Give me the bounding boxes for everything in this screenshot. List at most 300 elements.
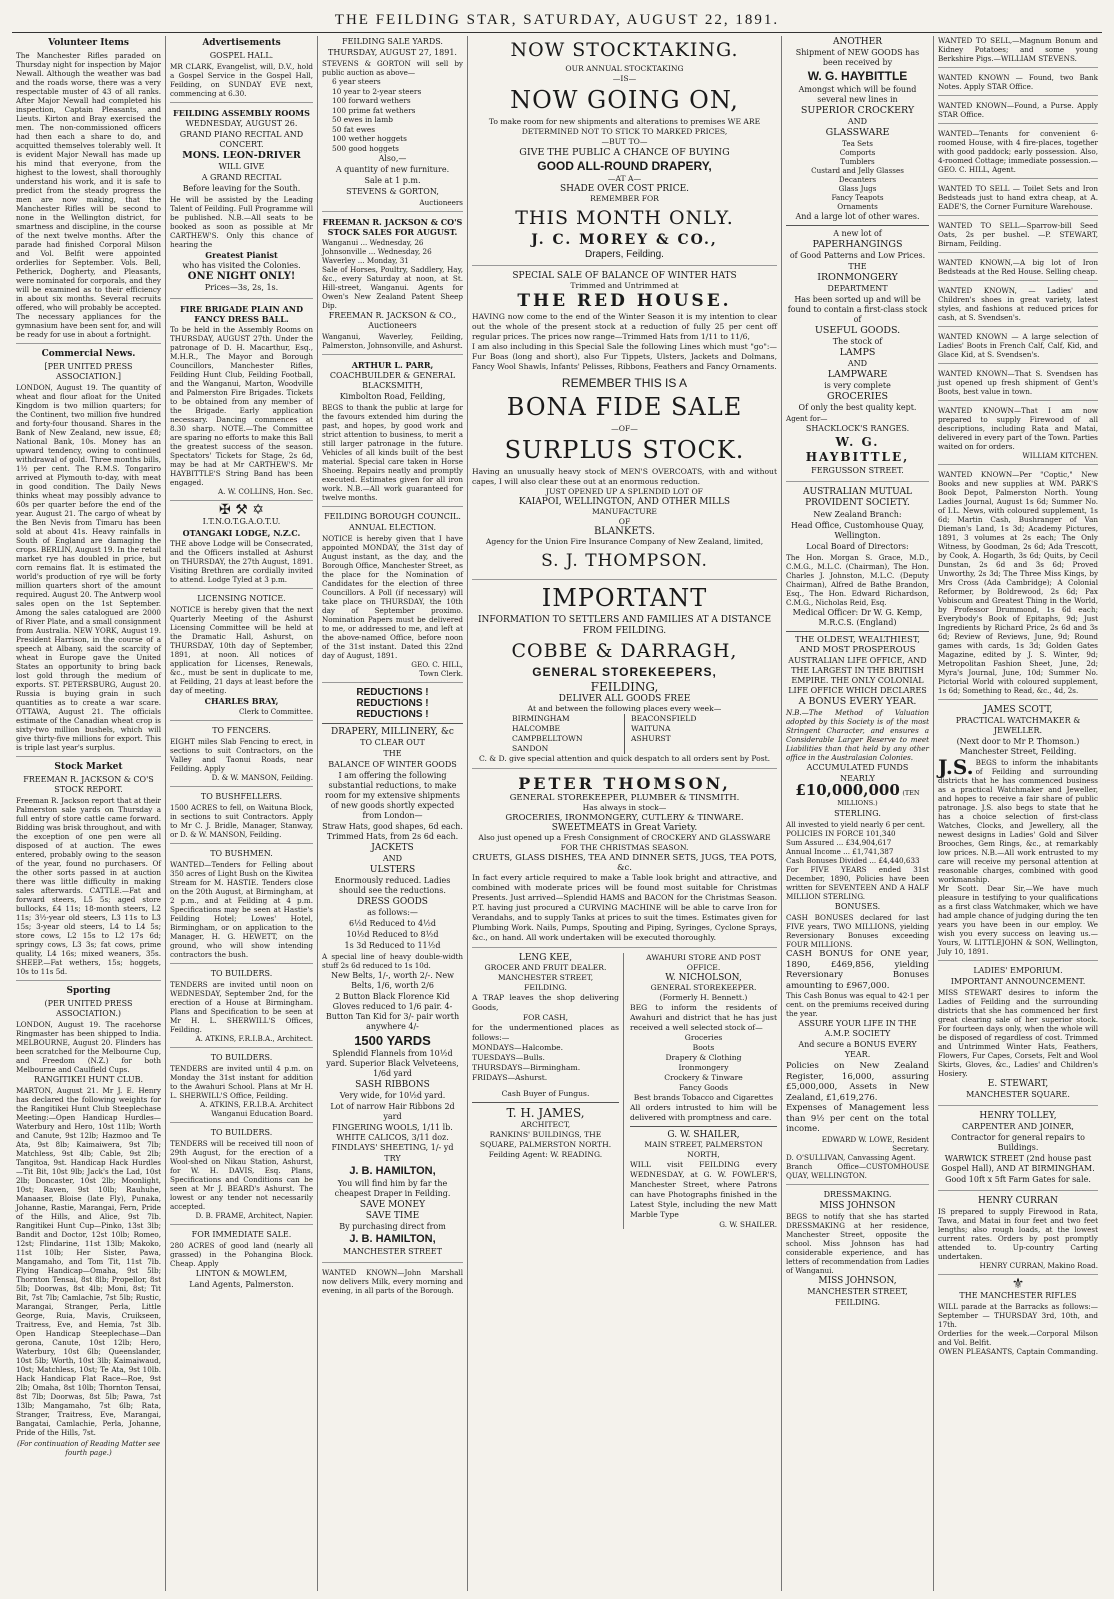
ad-line: GIVE THE PUBLIC A CHANCE OF BUYING: [519, 147, 730, 158]
ad-text: He will be assisted by the Leading Talent of Feilding. Full Programme will be published. N.B.—All seats to be booked as soon as possible at Mr CARTHEW'S. Only this chance of hearing the: [170, 195, 313, 249]
merchant-name: W. NICHOLSON,: [665, 973, 742, 983]
ad-line: SHADE OVER COST PRICE.: [559, 184, 690, 194]
ad-text: Contractor for general repairs to Buildings.: [951, 1133, 1085, 1152]
reductions-line: REDUCTIONS !: [356, 709, 429, 720]
stat-line: Sum Assured ... £34,904,617: [786, 838, 892, 847]
ad-line: Of only the best quality kept.: [798, 403, 917, 412]
ad-title: FOR IMMEDIATE SALE.: [191, 1230, 292, 1239]
ad-line: (Formerly H. Bennett.): [659, 993, 748, 1002]
ad-line: Wanganui ... Wednesday, 26: [322, 238, 424, 247]
ad-sale-yards: [322, 37, 463, 212]
credit: [PER UNITED PRESS ASSOCIATION.]: [44, 362, 133, 381]
ad-text: THE above Lodge will be Consecrated, and the Officers installed at Ashurst on THURSDAY, the 27th August, 1891. Visiting Brethren are cordially invited to attend. Lodge Tyled at 3 p.m.: [170, 539, 313, 584]
merchant-name: E. STEWART,: [987, 1079, 1049, 1089]
list-item: 50 fat ewes: [332, 124, 376, 134]
divider: [786, 225, 929, 226]
list-item: BEACONSFIELD: [631, 714, 697, 723]
ad-line: THE: [848, 262, 867, 271]
funds-note: (TEN MILLIONS.): [837, 789, 920, 807]
ad-line: of Good Patterns and Low Prices.: [789, 251, 926, 260]
ad-signature: EDWARD W. LOWE, Resident Secretary.: [821, 1134, 929, 1153]
list-item: Glass Jugs: [838, 184, 877, 193]
ad-line: —BUT TO—: [601, 137, 648, 146]
performer: MONS. LEON-DRIVER: [182, 150, 301, 161]
ad-line: AND: [847, 359, 868, 368]
ad-text: C. & D. give special attention and quick despatch to all orders sent by Post.: [478, 754, 771, 763]
merchant-name: MISS JOHNSON: [819, 1200, 896, 1211]
ad-line: ONE NIGHT ONLY!: [187, 271, 296, 282]
wanted-1: WANTED TO SELL,—Magnum Bonum and Kidney Potatoes; and some young Berkshire Pigs.—WILLIAM STEVENS.: [938, 36, 1098, 68]
ad-title: FIRE BRIGADE PLAIN AND FANCY DRESS BALL.: [179, 304, 304, 324]
ad-parr: [322, 360, 463, 507]
ad-subtitle: ANNUAL ELECTION.: [348, 523, 437, 532]
merchant-name: S. J. THOMPSON.: [541, 551, 708, 571]
ad-signature: A. ATKINS, F.R.I.B.A. Architect Wanganui Education Board.: [199, 1100, 313, 1118]
column-6: [934, 36, 1102, 1591]
ad-address: FEILDING.: [524, 983, 567, 992]
ad-signature: Town Clerk.: [419, 669, 463, 678]
subtitle: RANGITIKEI HUNT CLUB.: [33, 1075, 144, 1084]
ad-line: ANOTHER: [833, 37, 882, 47]
ad-text: WANTED KNOWN—That I am now prepared to supply Firewood of all descriptions, including Rata and Matai, delivered in every part of the Town. Parties waited on for orders.: [938, 406, 1098, 451]
masonic-emblem-icon: ✠ ⚒ ✡: [219, 502, 264, 518]
ad-text: Straw Hats, good shapes, 6d each. Trimmed Hats, from 2s 6d each.: [322, 822, 463, 841]
ad-line: REMEMBER THIS IS A: [561, 376, 688, 390]
ad-title: GOSPEL HALL.: [209, 51, 274, 60]
divider: [472, 1102, 619, 1103]
glass-list: [786, 139, 929, 211]
ad-line: And secure a BONUS EVERY YEAR.: [798, 1040, 917, 1059]
ad-line: TRY: [384, 1154, 401, 1163]
ad-line: OF: [618, 517, 631, 526]
merchant-name: COBBE & DARRAGH,: [511, 640, 738, 662]
ad-line: Has always in stock—: [582, 803, 667, 812]
ad-dressmaking: [786, 1190, 929, 1313]
bottom-ads: [472, 953, 777, 1229]
merchant-name: J. C. MOREY & CO.,: [531, 232, 718, 248]
ad-text: For FIVE YEARS ended 31st December, 1890, Policies have been written for SEVENTEEN AND A HALF MILLION STERLING.: [786, 865, 929, 901]
ad-text: BEG to inform the residents of Awahuri and district that he has just received a well selected stock of—: [630, 1003, 777, 1032]
ad-subtitle: GROCER AND FRUIT DEALER.: [484, 963, 607, 972]
ad-title: LADIES' EMPORIUM.: [973, 966, 1063, 975]
merchant-name: J. B. HAMILTON,: [349, 1165, 436, 1177]
list-item: Comports: [839, 148, 876, 157]
ad-text: A TRAP leaves the shop delivering Goods,: [472, 993, 619, 1012]
ad-line: Greatest Pianist: [205, 250, 278, 260]
ad-line: USEFUL GOODS.: [814, 325, 901, 336]
ad-line: All invested to yield nearly 6 per cent.: [786, 820, 926, 829]
ad-subtitle: COACHBUILDER & GENERAL BLACKSMITH,: [329, 371, 456, 390]
ad-title: TO BUILDERS.: [210, 1128, 273, 1137]
ad-bushmen: [170, 849, 313, 964]
merchant-name: LENG KEE,: [518, 953, 573, 963]
continuation-note: (For continuation of Reading Matter see fourth page.): [17, 1440, 160, 1457]
section-title: Volunteer Items: [48, 38, 129, 48]
list-item: 500 good hoggets: [332, 143, 399, 153]
list-item: BIRMINGHAM: [512, 714, 570, 723]
delivery-day: FRIDAYS—Ashurst.: [472, 1073, 548, 1082]
ad-signature: G. W. SHAILER.: [719, 1220, 777, 1229]
ad-address: WARWICK STREET (2nd house past Gospel Hall), AND AT BIRMINGHAM.: [941, 1154, 1095, 1173]
ad-date: WEDNESDAY, AUGUST 26.: [185, 119, 298, 128]
ad-text: MR CLARK, Evangelist, will, D.V., hold a Gospel Service in the Gospel Hall, Feilding, on SUNDAY EVE next, commencing at 6.30.: [170, 62, 313, 98]
ad-line: ULSTERS: [369, 865, 416, 875]
ad-line: BALANCE OF WINTER GOODS: [328, 760, 457, 769]
wanted-11: [938, 406, 1098, 465]
ad-line: And a large lot of other wares.: [795, 212, 920, 221]
ad-text: Enormously reduced. Ladies should see the reductions.: [334, 876, 451, 895]
ad-title: FEILDING ASSEMBLY ROOMS: [173, 108, 310, 118]
stat-line: Cash Bonuses Divided ... £4,440,633: [786, 856, 920, 865]
places-right: [624, 714, 737, 754]
ad-freeman-jackson: [322, 217, 463, 355]
ad-immediate-sale: [170, 1230, 313, 1295]
ad-manchester-rifles: [938, 1276, 1098, 1360]
merchant-name: MISS JOHNSON,: [818, 1275, 897, 1286]
ad-henry-tolley: [938, 1111, 1098, 1191]
wanted-5: WANTED TO SELL — Toilet Sets and Iron Bedsteads just to hand extra cheap, at A. EADE'S, the Corner Furniture Warehouse.: [938, 184, 1098, 216]
ad-address: MANCHESTER STREET: [343, 1247, 442, 1256]
ad-text: MISS STEWART desires to inform the Ladies of Feilding and the surrounding districts that she has commenced her first great clearing sale of her superior stock. For fourteen days only, when the whole will be disposed of regardless of cost. Trimmed and Untrimmed Winter Hats, Feathers, Flowers, Fur Capes, Corsets, Felt and Wool Skirts, Gloves, &c., Ladies' and Children's Hosiery.: [938, 988, 1098, 1078]
ad-line: 1500 YARDS: [354, 1033, 431, 1048]
ad-line: Feilding Agent: W. READING.: [488, 1150, 603, 1159]
ad-title: OTANGAKI LODGE, N.Z.C.: [182, 528, 301, 538]
ad-line: Sale at 1 p.m.: [364, 176, 421, 185]
ad-wanted-milk: [322, 1268, 463, 1299]
ad-line: Good 10ft x 5ft Farm Gates for sale.: [945, 1175, 1091, 1184]
ad-address: MAIN STREET, PALMERSTON NORTH,: [644, 1140, 763, 1159]
merchant-name: G. W. SHAILER,: [667, 1130, 740, 1140]
ad-text: The Hon. Morgan S. Grace, M.D., C.M.G., M.L.C. (Chairman), The Hon. Charles J. Johnston, M.L.C. (Deputy Chairman), Alfred de Bathe Brandon, Esq., The Hon. Edward Richardson, C.M.G., Nicholas Reid, Esq.: [786, 553, 929, 607]
ad-text: NOTICE is hereby given that I have appointed MONDAY, the 31st day of August instant, as the day, and the Borough Office, Manchester Street, as the place for the Nomination of Candidates for the election of three Councillors. A Poll (if necessary) will take place on THURSDAY, the 10th day of September proximo. Nomination Papers must be delivered to me, or addressed to me, and left at the above-named Office, before noon of the 31st instant. Dated this 22nd day of August, 1891.: [322, 534, 463, 660]
ad-text: for the undermentioned places as follows:—: [472, 1023, 619, 1042]
ad-text: BEGS to inform the inhabitants of Feilding and surrounding districts that he has commenced business as a practical Watchmaker and Jeweller, and hopes to receive a fair share of public patronage. J.S. also begs to state that he has a choice selection of first-class Watches, Clocks, and Jewellery, all the newest designs in Ladies' Gold and Silver Brooches, Gem Rings, &c., at remarkably low prices. N.B.—All work entrusted to my care will receive my personal attention at reasonable charges, combined with good workmanship.: [938, 758, 1098, 884]
ad-text: Sale of Horses, Poultry, Saddlery, Hay, &c., every Saturday at noon, at St. Hill-street, Wanganui. Agents for Owen's New Zealand Patent Sheep Dip.: [322, 265, 463, 310]
ad-line: Waverley ... Monday, 31: [322, 256, 409, 265]
price-line: 1s 3d Reduced to 11½d: [344, 941, 441, 950]
ad-signature: A. W. COLLINS, Hon. Sec.: [217, 487, 313, 496]
ad-signature: D. B. FRAME, Architect, Napier.: [195, 1211, 313, 1220]
ad-subtitle: GENERAL STOREKEEPER, PLUMBER & TINSMITH.: [509, 793, 740, 803]
ad-line: OUR ANNUAL STOCKTAKING: [565, 64, 684, 73]
ad-text: This Cash Bonus was equal to 42·1 per cent. on the premiums received during the year.: [786, 991, 929, 1018]
ad-address: RANKINS' BUILDINGS, THE SQUARE, PALMERSTON NORTH.: [479, 1130, 612, 1149]
ad-address: MANCHESTER STREET,: [497, 973, 594, 982]
merchant-name: HENRY CURRAN: [978, 1196, 1058, 1206]
stock-list: [322, 77, 463, 153]
ad-signature: OWEN PLEASANTS, Captain Commanding.: [938, 1347, 1098, 1356]
ad-peter-thomson: [472, 774, 777, 948]
ad-signature: D. & W. MANSON, Feilding.: [211, 773, 313, 782]
ad-text: I am also including in this Special Sale the following Lines which must "go":—Fur Boas (long and short), also Fur Tippets, Ulsters, Jackets and Dolmans, Fancy Wool Shawls, Infants' Pelisses, Ribbons, Feathers and Fancy Ornaments.: [472, 342, 777, 371]
ad-text: NOTICE is hereby given that the next Quarterly Meeting of the Ashurst Licensing Committee will be held at the Dramatic Hall, Ashurst, on THURSDAY, 10th day of September, 1891, at noon. All notices of application for Licenses, Renewals, &c., must be sent in duplicate to me, at Feilding, 21 days at least before the day of meeting.: [170, 605, 313, 695]
list-item: 100 prime fat wethers: [332, 105, 416, 115]
column-5: [782, 36, 934, 1591]
ad-james-scott: [938, 705, 1098, 961]
wanted-3: WANTED KNOWN—Found, a Purse. Apply STAR Office.: [938, 101, 1098, 124]
ad-signature: LINTON & MOWLEM,: [195, 1269, 288, 1278]
places-table: [472, 714, 777, 754]
ad-line: A BONUS EVERY YEAR.: [798, 696, 917, 707]
ad-line: SAVE TIME: [365, 1211, 420, 1221]
section-title: Sporting: [66, 986, 111, 996]
ad-line: Prices—3s, 2s, 1s.: [204, 283, 279, 292]
ad-lodge: [170, 502, 313, 589]
ad-text: CASH BONUS for ONE year, 1890, £469,856, yielding Reversionary Bonuses amounting to £967,000.: [786, 949, 929, 991]
ad-line: DELIVER ALL GOODS FREE: [558, 694, 691, 704]
ad-text: You will find him by far the cheapest Draper in Feilding.: [334, 1179, 451, 1198]
wanted-10: WANTED KNOWN—That S. Svendsen has just opened up fresh shipment of Gent's Boots, best value in town.: [938, 369, 1098, 401]
list-item: Ironmongery: [678, 1063, 729, 1072]
ad-line: —IS—: [612, 74, 637, 83]
ad-line: MANUFACTURE: [592, 507, 657, 516]
list-item: WAITUNA: [631, 724, 671, 733]
list-item: SANDON: [512, 744, 549, 753]
ad-text: Expenses of Management less than 9½ per cent on the total income.: [786, 1103, 929, 1134]
ad-text: TENDERS are invited until noon on WEDNESDAY, September 2nd, for the erection of a House at Birmingham. Plans and Specification to be seen at Mr H. L. SHERWILL'S Offices, Feilding.: [170, 980, 313, 1034]
list-item: ASHURST: [631, 734, 671, 743]
list-item: Custard and Jelly Glasses: [811, 166, 904, 175]
ad-title: FEILDING BOROUGH COUNCIL.: [324, 512, 461, 521]
merchant-name: W. G. HAYBITTLE: [807, 69, 908, 83]
ad-line: THE OLDEST, WEALTHIEST, AND MOST PROSPEROUS: [795, 635, 920, 655]
wanted-9: WANTED KNOWN — A large selection of Ladies' Boots in French Calf, Calf, Kid, and Glace Kid, at S. Svendsen's.: [938, 332, 1098, 364]
merchant-name: J. B. HAMILTON,: [349, 1233, 436, 1245]
ad-line: Medical Officer: Dr W. G. Kemp, M.R.C.S. (England): [792, 608, 923, 627]
ad-line: ACCUMULATED FUNDS: [806, 763, 909, 772]
price-line: 10½d Reduced to 8½d: [346, 930, 439, 939]
wanted-6: WANTED TO SELL—Sparrow-bill Seed Oats, 2s per bushel. —P. STEWART, Birnam, Feilding.: [938, 221, 1098, 253]
reductions-line: REDUCTIONS !: [356, 698, 429, 709]
ad-line: —AT A—: [607, 174, 642, 183]
ad-text: N.B.—The Method of Valuation adopted by this Society is of the most Stringent Character, and ensures a Considerable Larger Reserve to meet Liabilities than that held by any other office in the Australasian Colonies.: [786, 708, 929, 762]
ad-text: WILL parade at the Barracks as follows:—September — THURSDAY 3rd, 10th, and 17th.: [938, 1302, 1098, 1329]
delivery-day: THURSDAYS—Birmingham.: [472, 1063, 581, 1072]
ad-ladies-emporium: [938, 966, 1098, 1106]
ad-line: Local Board of Directors:: [806, 542, 909, 551]
ad-bushfellers: [170, 792, 313, 844]
ad-subtitle: PRACTICAL WATCHMAKER & JEWELLER.: [955, 716, 1081, 735]
section-title: Stock Market: [54, 762, 123, 772]
merchant-name: W. G. HAYBITTLE,: [805, 435, 910, 464]
ad-line: Also,—: [378, 154, 407, 163]
ad-title: DRAPERY, MILLINERY, &c: [331, 727, 454, 737]
ad-morey: [472, 39, 777, 266]
ad-line: GROCERIES: [826, 391, 889, 402]
ad-line: AND: [382, 854, 403, 863]
ad-line: At and between the following places every week—: [527, 704, 722, 713]
ad-text: Splendid Flannels from 10½d yard. Superior Black Velveteens, 1/6d yard: [326, 1049, 459, 1078]
crest-icon: ⚜: [1011, 1276, 1025, 1292]
wanted-8: WANTED KNOWN, — Ladies' and Children's shoes in great variety, latest styles, and fashions at reduced prices for cash, at S. Svendsen's.: [938, 286, 1098, 327]
merchant-address: Drapers, Feilding.: [585, 249, 664, 260]
ad-signature: CHARLES BRAY,: [204, 696, 279, 706]
ad-line: A GRAND RECITAL: [201, 173, 282, 182]
ad-signature: D. O'SULLIVAN, Canvassing Agent.: [786, 1152, 916, 1162]
ad-text: Orderlies for the week.—Corporal Milson and Vol. Belfit.: [938, 1329, 1098, 1347]
ad-line: —OF—: [611, 424, 638, 433]
ad-text: To make room for new shipments and alterations to premises WE ARE DETERMINED NOT TO STICK TO MARKED PRICES,: [488, 117, 761, 136]
ad-line: Before leaving for the South.: [182, 184, 301, 193]
ad-henry-curran: [938, 1196, 1098, 1275]
testimonial: Mr Scott. Dear Sir,—We have much pleasure in testifying to your qualifications as a first class Watchmaker, which we have had ample chance of judging during the ten years you have been in our employ. We wish you every success on leaving us.—Yours, W. LITTLEJOHN & SON, Wellington, July 10, 1891.: [938, 884, 1098, 956]
ad-line: as follows:—: [367, 908, 418, 917]
ad-line: BONUSES.: [834, 902, 881, 911]
ad-line: Shipment of NEW GOODS has been received by: [795, 48, 920, 67]
ad-line: Trimmed and Untrimmed at: [570, 281, 679, 290]
ad-line: IRONMONGERY: [817, 272, 898, 283]
sporting: [16, 986, 161, 1462]
ad-title: AUSTRALIAN MUTUAL PROVIDENT SOCIETY.: [803, 487, 912, 508]
list-item: 50 ewes in lamb: [332, 115, 393, 124]
ad-line: TO CLEAR OUT: [360, 738, 425, 747]
ad-line: Lot of narrow Hair Ribbons 2d yard: [330, 1102, 455, 1121]
ad-line: LAMPS: [839, 347, 876, 358]
ad-text: WANTED KNOWN—John Marshall now delivers Milk, every morning and evening, in all parts of the Borough.: [322, 1268, 463, 1295]
ad-line: AND: [847, 117, 868, 126]
ad-line: FOR CASH,: [522, 1013, 569, 1022]
article-text: LONDON, August 19. The racehorse Ringmaster has been shipped to India. MELBOURNE, August 20. Flinders has been scratched for the Melbourne Cup, and Freedom (N.Z.) for both Melbourne and Caulfield Cups.: [16, 1020, 161, 1074]
list-item: Best brands Tobacco and Cigarettes: [633, 1093, 774, 1102]
section-title: Advertisements: [202, 38, 281, 48]
commercial-news: [16, 349, 161, 757]
credit: (PER UNITED PRESS ASSOCIATION.): [44, 999, 133, 1018]
ad-line: GROCERIES, IRONMONGERY, CUTLERY & TINWARE.: [505, 813, 744, 823]
ad-headline: SURPLUS STOCK.: [504, 436, 745, 464]
stock-market: [16, 762, 161, 981]
list-item: Boots: [692, 1043, 715, 1052]
ad-subtitle: GENERAL STOREKEEPER.: [650, 983, 757, 992]
ad-signature: A. ATKINS, F.R.I.B.A., Architect.: [195, 1034, 313, 1043]
wanted-7: WANTED KNOWN,—A big lot of Iron Bedsteads at the Red House. Selling cheap.: [938, 258, 1098, 281]
ad-line: THE: [383, 749, 402, 758]
ad-licensing: [170, 594, 313, 721]
ad-line: BLANKETS.: [593, 526, 656, 537]
ad-subtitle: INFORMATION TO SETTLERS AND FAMILIES AT A DISTANCE FROM FEILDING.: [477, 615, 772, 636]
ad-text: TENDERS are invited until 4 p.m. on Monday the 31st instant for addition to the Awahuri School. Plans at Mr H. L. SHERWILL'S Office, Feilding.: [170, 1064, 313, 1100]
divider: [630, 1126, 777, 1127]
ad-fire-brigade: [170, 304, 313, 501]
article-text: LONDON, August 19. The quantity of wheat and flour afloat for the United Kingdom is two million quarters; for the Continent, two million five hundred and forty-four thousand. Shares in the Bank of New Zealand, new issue, £8; National Bank, 10s. Money has an upward tendency, owing to continued withdrawal of gold. Three months bills, 1½ per cent. The R.M.S. Tongariro arrived at Plymouth to-day, with meat in good condition. The Daily News thinks wheat may possibly advance to 60s per quarter before the end of the year. August 21. The cargo of wheat by the Ben Nevis from Timaru has been sold at about 41s. Heavy rainfalls in South of England are damaging the crops. BERLIN, August 19. In the retail market rye has doubled in price, but corn remains flat. It is estimated the world's production of rye will be forty million quarters short of the amount required. August 20. The Antwerp wool sales open on the 1st September. Among the sales catalogued are 2000 of River Plate, and a small consignment from Australia. NEW YORK, August 19. President Harrison, in the course of a speech at Albany, said the scarcity of wheat in Europe gave the United States an opportunity to bring back lost gold through the medium of exports. ST. PETERSBURG, August 20. Russia is buying grain in such quantities as to create a war scare. OTTAWA, August 21. The officials estimate of the Canadian wheat crop is sixty-two million bushels, which will give thirty-five millions for export. This is triple last year's surplus.: [16, 383, 161, 752]
ad-headline: BONA FIDE SALE: [506, 393, 743, 421]
wanted-4: WANTED—Tenants for convenient 6-roomed House, with 4 fire-places, together with good paddock; early possession. Also, 4-roomed Cottage; immediate possession.—GEO. C. HILL, Agent.: [938, 129, 1098, 179]
ad-headline: THIS MONTH ONLY.: [515, 207, 734, 229]
ad-line: GLASSWARE: [825, 127, 890, 138]
ad-signature: Auctioneers: [419, 198, 463, 207]
wanted-12: WANTED KNOWN—Per "Coptic," New Books and new supplies at WM. PARK'S Book Depot, Palmerston North. Young Ladies Journal, August 1s 6d; Summer No. of I.L. News, with coloured supplement, 1s 6d; Martin Cash, Bushranger of Van Dieman's Land, 1s 3d; Academy Pictures, 1891, 3 volumes at 2s each; The Only Witness, by Goodman, 2s 6d; Ada Trescott, by Cook, A. Hogarth, 3s 6d; Quits, by Cecil Dunstan, 2s 6d and 3s 6d; Proved Unworthy, 2s 3d; The Three Miss Kings, by Mrs Cross (Ada Cambridge); A Colonial Reformer, by Boldrewood, 2s 6d; Pax Vobiscum and Greatest Thing in the World, by Professor Drummond, 1s 6d each; Everybody's Book of Epitaphs, 9d; Just Ingredients by Richard Price, 2s 6d and 3s 6d; Review of Reviews, June, 9d; Round games with cards, 1s 3d; Golden Gates Magazine, edited by J. S. Winter, 9d; Metropolitan Fashion Sheet, June, 2d; Myra's Journal, June, 10d; Summer No. Pictorial World with coloured supplement, 1s 6d; Something to Read, &c., 4d, 2s.: [938, 470, 1098, 700]
list-item: Tumblers: [840, 157, 875, 166]
ad-borough-council: [322, 512, 463, 683]
ad-text: EIGHT miles Slab Fencing to erect, in sections to suit Contractors, on the Valley and Taonui Roads, near Feilding. Apply: [170, 737, 313, 773]
ad-signature: HENRY CURRAN, Makino Road.: [979, 1261, 1098, 1270]
masthead: THE FEILDING STAR, SATURDAY, AUGUST 22, 1891.: [12, 8, 1102, 33]
ad-text: STEVENS & GORTON will sell by public auction as above—: [322, 59, 463, 77]
ad-title: LICENSING NOTICE.: [197, 594, 286, 603]
ad-line: Very wide, for 10½d yard.: [339, 1091, 446, 1100]
ad-signature: GEO. C. HILL,: [411, 660, 463, 669]
ad-signature: WILLIAM KITCHEN.: [1022, 451, 1098, 460]
ad-subtitle: IMPORTANT ANNOUNCEMENT.: [950, 977, 1086, 986]
ad-text: 1500 ACRES to fell, on Waituna Block, in sections to suit Contractors. Apply to Mr C. J. Bridle, Manager, Stanway, or D. & W. MANSON, Feilding.: [170, 803, 313, 839]
list-item: Fancy Goods: [678, 1083, 729, 1092]
ad-line: DRESS GOODS: [357, 897, 428, 907]
ad-line: is very complete: [824, 381, 891, 390]
ad-line: Amongst which will be found several new lines in: [798, 85, 917, 104]
ad-title: TO BUSHMEN.: [210, 849, 273, 858]
ad-headline: NOW STOCKTAKING.: [510, 39, 739, 61]
ad-line: SWEETMEATS in Great Variety.: [551, 823, 698, 833]
ad-line: SUPERIOR CROCKERY: [800, 105, 915, 116]
ad-text: Has been sorted up and will be found to contain a first-class stock of: [787, 295, 928, 324]
ad-line: A quantity of new furniture.: [335, 165, 450, 174]
ad-address: MANCHESTER SQUARE.: [966, 1090, 1070, 1099]
ad-address: MANCHESTER STREET,: [807, 1286, 908, 1296]
ad-address: FERGUSSON STREET.: [811, 466, 904, 475]
ad-title: FREEMAN R. JACKSON & CO'S STOCK SALES FOR AUGUST.: [322, 217, 463, 237]
ad-line: Head Office, Customhouse Quay, Wellington.: [790, 521, 925, 540]
ad-line: who has visited the Colonies.: [182, 261, 301, 270]
ad-text: In fact every article required to make a Table look bright and attractive, and combined with moderate prices will be found most suitable for Christmas Presents. Just arrived—Splendid HAMS and BACON for the Christmas Season. P.T. having just procured a CURVING MACHINE will be able to carve Iron for Verandahs, and to supply Tanks at prices to suit the times. Estimates given for Plumbing Work. Nails, Pumps, Spouting and Piping, Syringes, Cyclone Sprays, &c., on hand. All work undertaken will be executed thoroughly.: [472, 873, 777, 942]
funds-amount: £10,000,000: [795, 781, 900, 799]
ad-signature: STEVENS & GORTON,: [346, 187, 439, 196]
ad-line: A new lot of: [833, 229, 882, 238]
ad-text: I am offering the following substantial reductions, to make room for my extensive shipments of new goods shortly expected from London—: [325, 771, 460, 820]
ad-line: I.T.N.O.T.G.A.O.T.U.: [202, 517, 281, 526]
ad-line: CRUETS, GLASS DISHES, TEA AND DINNER SETS, JUGS, TEA POTS, &c.: [472, 853, 777, 873]
ad-builders-2: [170, 1053, 313, 1123]
divider: [322, 723, 463, 724]
ad-awahuri: [630, 953, 777, 1229]
ad-text: WANTED—Tenders for Felling about 350 acres of Light Bush on the Kiwitea Stream for M. HASTIE. Tenders close on the 20th August, at Birmingham, at 2 p.m., and at Feilding at 4 p.m. Specifications may be seen at Hastie's Feilding Hotel; Lowes' Hotel, Birmingham, or on application to the Manager, H. G. HEWETT, on the ground, who will show intending contractors the bush.: [170, 860, 313, 959]
ad-line: New Zealand Branch:: [813, 510, 902, 519]
ad-hamilton-drapery: [322, 688, 463, 1263]
ad-line: The stock of: [832, 337, 883, 346]
ad-address: (Next door to Mr P. Thomson.) Manchester Street, Feilding.: [956, 737, 1080, 756]
list-item: Crockery & Tinware: [664, 1073, 743, 1082]
list-item: CAMPBELLTOWN: [512, 734, 583, 743]
article-text: MARTON, August 21. Mr J. E. Henry has declared the following weights for the Rangitikei Hunt Club Steeplechase Meeting:—Open Handicap Hurdles—Waterbury and Hero, 10st 11lb; Worth and Canute, 9st 12lb; Hazmoo and Te Ata, 9st 8lb; Kaimaiwera, 9st 7lb; Matchless, 9st 4lb; Cable, 9st 2lb; Tangitoa, 9st. Handicap Hack Hurdles—Tit Bit, 10st 9lb; Jack's the Lad, 10st 2lb; Doncaster, 10st 2lb; Moonlight, 10st; Raven, 9st 10lb; Rauhuhe, Manaaser, Bloise (late Fly), Punaka, Johanne, Rastie, Marangai, Fern, Pride of the Hills, and Alice, 9st 7lb. Rangitikei Hunt Cup—Pinko, 13st 3lb; Bandit and Doctor, 12st 10lb; Romeo, 12st; Flindarine, 11st 13lb; Makoko, 11st 10lb; Her Sister, Pawa, Mangamaho, and Tom Tit, 11st 7lb. Flying Handicap—Omaha, 9st 5lb; Thornton Tensai, 8st 8lb; Propellor, 8st 5lb; Doorwas, 8st 4lb; Moni, 8st; Tit Bit, 7st 7lb; Camlachie, 7st 5lb; Rustic, Marangai, Stranger, Perla, Little George, Ruia, Mavis, Cruikseen, Traitress, Eve, and Hemia, 7st 3lb. Open Handicap Steeplechase—Dan gerona, Canute, 10st 12lb; Hero, Waterbury, 10st 6lb; Queenslander, 10st 5lb; Worth, 10st 3lb; Kaimaiwaud, 10st; Matchless, 10st; Te Ata, 9st 10lb. Hack Handicap Flat Race—Roe, 9st 2lb; Omaha, 8st 10lb; Thornton Tensai, 8st 7lb; Doorwas, 8st 5lb; Pawa, 7st 13lb; Mangamaho, 7st 6lb; Rata, Stranger, Traitress, Eve, Marangai, Bangatai, Camlachie, Perla, Johanne, Pride of the Hills, 7st.: [16, 1086, 161, 1437]
ad-title: DRESSMAKING.: [823, 1189, 892, 1199]
column-3: [318, 36, 468, 1591]
price-line: 6½d Reduced to 4½d: [349, 919, 436, 928]
delivery-day: MONDAYS—Halcombe.: [472, 1043, 564, 1052]
ad-cobbe-darragh: [472, 585, 777, 769]
ad-line: AUSTRALIAN LIFE OFFICE, AND THE LARGEST IN THE BRITISH EMPIRE. THE ONLY COLONIAL LIFE OFFICE WHICH DECLARES: [788, 656, 927, 695]
stat-line: Annual Income ... £1,741,387: [786, 847, 894, 856]
divider: [786, 631, 929, 632]
ad-text: BEGS to thank the public at large for the favours extended him during the past, and hopes, by good work and strict attention to business, to merit a still larger patronage in the future. Vehicles of all kinds built of the best material. Special care taken in Horse Shoeing. Repairs neatly and promptly executed. Estimates given for all iron work. N.B.—All work guaranteed for twelve months.: [322, 403, 463, 502]
ad-text: All orders intrusted to him will be delivered with promptness and care.: [630, 1103, 777, 1122]
reductions-line: REDUCTIONS !: [356, 687, 429, 698]
ad-gospel-hall: [170, 51, 313, 103]
ad-text: BEGS to notify that she has started DRESSMAKING at her residence, Manchester Street, opposite the school. Miss Johnson has had considerable experience, and has letters of recommendation from Ladies of Wanganui.: [786, 1211, 929, 1275]
list-item: Drapery & Clothing: [665, 1053, 742, 1062]
ad-text: Having an unusually heavy stock of MEN'S OVERCOATS, with and without capes, I will also clear these out at an enormous reduction.: [472, 467, 777, 486]
stat-line: POLICIES IN FORCE 101,340: [786, 829, 896, 838]
list-item: 100 wether hoggets: [332, 134, 407, 143]
list-item: Fancy Teapots: [831, 193, 884, 202]
ad-date: THURSDAY, AUGUST 27, 1891.: [328, 48, 457, 57]
places-left: [512, 714, 618, 754]
ad-subtitle: CARPENTER AND JOINER,: [962, 1122, 1074, 1131]
ad-title: THE MANCHESTER RIFLES: [959, 1291, 1077, 1300]
ad-title: TO BUSHFELLERS.: [200, 792, 283, 801]
ad-title: FEILDING SALE YARDS.: [342, 37, 443, 46]
ad-signature: Land Agents, Palmerston.: [189, 1280, 294, 1289]
ad-title: TO FENCERS.: [212, 726, 271, 735]
list-item: 6 year steers: [332, 77, 381, 86]
ad-line: LAMPWARE: [827, 369, 888, 380]
